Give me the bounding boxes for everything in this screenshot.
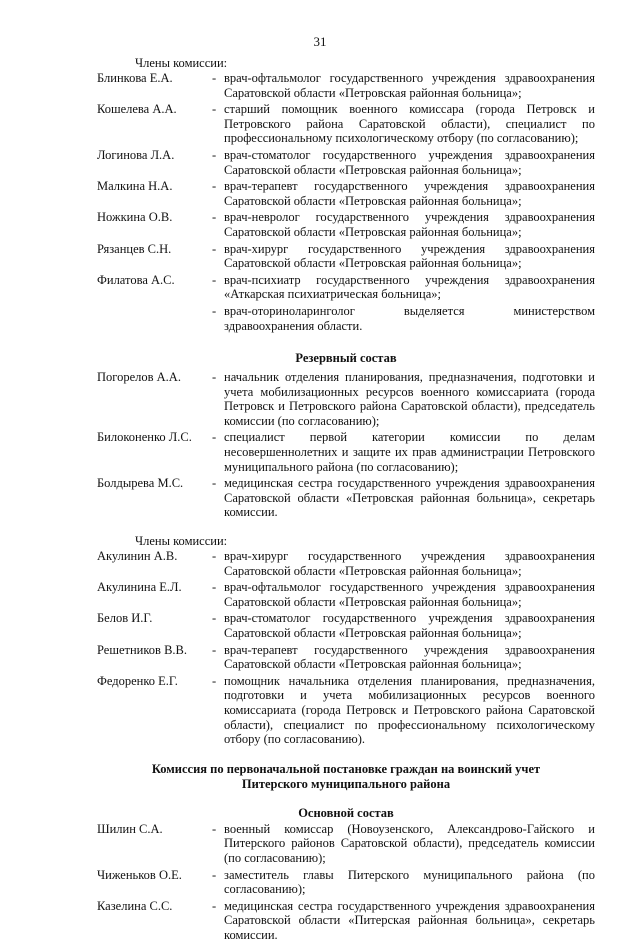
dash: - [212,642,217,657]
member-entry [97,611,595,640]
dash: - [212,241,217,256]
member-role: врач-оториноларинголог выделяется министерством здравоохранения области. [224,303,595,333]
dash: - [212,580,217,595]
member-name: Белов И.Г. [97,611,153,626]
commission-title-line1: Комиссия по первоначальной постановке граждан на воинский учет [151,761,541,776]
member-role: врач-терапевт государственного учреждения здравоохранения Саратовской области «Петровская районная больница»; [224,179,595,208]
member-name: Решетников В.В. [97,642,187,657]
member-name: Федоренко Е.Г. [97,673,178,688]
member-entry [97,242,595,271]
member-role: врач-терапевт государственного учреждения здравоохранения Саратовской области «Петровская районная больница»; [224,642,595,672]
reserve-heading: Резервный состав [295,351,397,366]
member-name: Блинкова Е.А. [97,71,173,85]
member-name: Акулинин А.В. [97,549,178,564]
dash: - [212,821,217,836]
reserve-members-label: Члены комиссии: [135,534,228,549]
member-name: Рязанцев С.Н. [97,241,172,256]
member-name: Ножкина О.В. [97,210,173,225]
member-name: Билоконенко Л.С. [97,430,192,445]
member-role: начальник отделения планирования, предназначения, подготовки и учета мобилизационных ресурсов военного комиссариата (города Петровск и Петровского района Саратовской области), председатель комиссии (по согласованию); [224,370,595,428]
dash: - [212,102,217,117]
main-list [97,822,595,943]
member-entry [97,370,595,428]
member-entry [97,179,595,208]
member-role: врач-стоматолог государственного учреждения здравоохранения Саратовской области «Петровская районная больница»; [224,147,595,177]
member-entry [97,273,595,302]
member-role: заместитель главы Питерского муниципального района (по согласованию); [224,867,595,897]
member-name: Болдырева М.С. [97,476,184,491]
dash: - [212,673,217,688]
member-role: медицинская сестра государственного учреждения здравоохранения Саратовской области «Петровская районная больница», секретарь комиссии. [224,476,595,520]
reserve-members-list [97,549,595,747]
dash: - [212,898,217,913]
member-entry [97,476,595,520]
member-role: врач-психиатр государственного учреждения здравоохранения «Аткарская психиатрическая больница»; [224,272,595,302]
reserve-list [97,370,595,520]
member-name: Акулинина Е.Л. [97,580,182,595]
member-entry [97,304,595,333]
member-entry [97,674,595,747]
dash: - [212,303,217,318]
member-role: специалист первой категории комиссии по делам несовершеннолетних и защите их прав администрации Петровского муниципального района (по согласованию); [224,430,595,474]
member-role: врач-хирург государственного учреждения здравоохранения Саратовской области «Петровская районная больница»; [224,549,595,578]
member-role: старший помощник военного комиссара (города Петровск и Петровского района Саратовской области), специалист по профессиональному психологическому отбору (по согласованию); [224,102,595,146]
dash: - [212,370,217,385]
member-role: врач-хирург государственного учреждения здравоохранения Саратовской области «Петровская районная больница»; [224,241,595,271]
member-entry [97,210,595,239]
commission-title-line2: Питерского муниципального района [241,776,451,791]
member-role: врач-офтальмолог государственного учреждения здравоохранения Саратовской области «Петровская районная больница»; [224,71,595,100]
dash: - [212,71,217,85]
member-role: врач-невролог государственного учреждения здравоохранения Саратовской области «Петровская районная больница»; [224,210,595,239]
page-number: 31 [313,34,327,49]
member-name: Филатова А.С. [97,272,175,287]
member-entry [97,822,595,866]
member-entry [97,643,595,672]
member-name: Малкина Н.А. [97,179,173,194]
member-entry [97,148,595,177]
member-entry [97,549,595,578]
member-entry [97,868,595,897]
member-name [97,304,212,333]
dash: - [212,867,217,882]
member-role: врач-офтальмолог государственного учреждения здравоохранения Саратовской области «Петровская районная больница»; [224,580,595,609]
member-name: Чиженьков О.Е. [97,867,182,882]
dash: - [212,611,217,626]
member-entry [97,430,595,474]
member-name: Кошелева А.А. [97,102,177,117]
members-list [97,71,595,333]
member-role: военный комиссар (Новоузенского, Александрово-Гайского и Питерского районов Саратовской области), председатель комиссии (по согласованию); [224,821,595,865]
members-label: Члены комиссии: [135,56,228,70]
dash: - [212,549,217,564]
document-body [97,56,595,945]
member-entry [97,899,595,943]
member-name: Логинова Л.А. [97,147,175,162]
dash: - [212,272,217,287]
member-role: врач-стоматолог государственного учреждения здравоохранения Саратовской области «Петровская районная больница»; [224,611,595,640]
member-name: Шилин С.А. [97,821,163,836]
main-heading: Основной состав [298,805,394,820]
member-name: Погорелов А.А. [97,370,181,385]
member-role: медицинская сестра государственного учреждения здравоохранения Саратовской области «Питерская районная больница», секретарь комиссии. [224,898,595,942]
dash: - [212,179,217,194]
member-entry [97,71,595,100]
dash: - [212,430,217,445]
member-name: Казелина С.С. [97,898,173,913]
member-entry [97,580,595,609]
dash: - [212,476,217,491]
dash: - [212,147,217,162]
member-role: помощник начальника отделения планирования, предназначения, подготовки и учета мобилизационных ресурсов военного комиссариата (города Петровск и Петровского района Саратовской области), специалист по профессиональному психологическому отбору (по согласованию). [224,673,595,747]
dash: - [212,210,217,225]
member-entry [97,102,595,146]
